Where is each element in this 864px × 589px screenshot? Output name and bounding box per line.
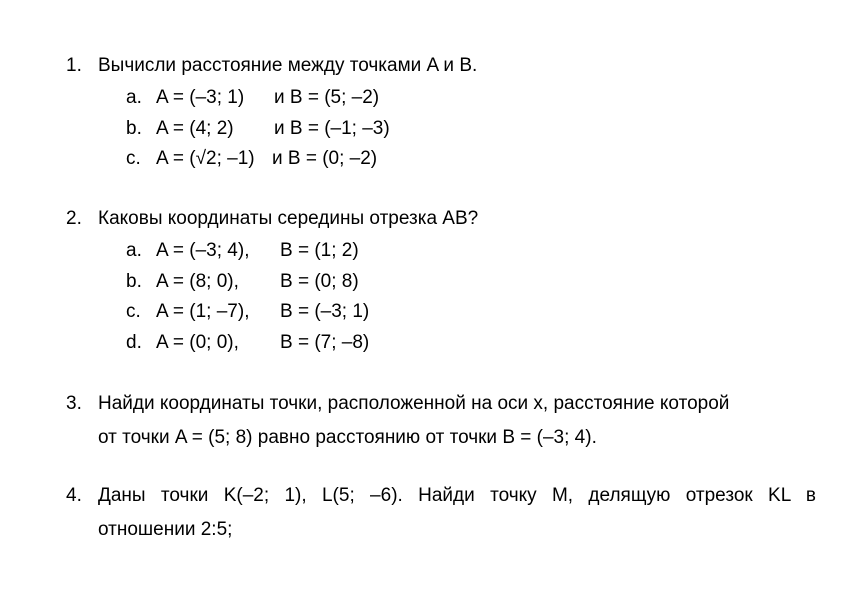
task-3-heading — [66, 389, 822, 419]
point-a: A = (√2; –1) — [156, 148, 255, 169]
task-4 — [66, 481, 822, 545]
point-b: B = (–3; 1) — [280, 301, 370, 322]
item-letter: d. — [126, 331, 142, 353]
point-a: A = (8; 0), — [156, 270, 239, 292]
task-2-item-b — [126, 267, 822, 298]
task-3-number: 3. — [66, 393, 82, 414]
item-letter: c. — [126, 301, 141, 322]
task-2-item-c — [126, 297, 822, 328]
point-b: и B = (0; –2) — [272, 148, 378, 169]
task-3-line-1: Найди координаты точки, расположенной на оси x, расстояние которой — [98, 393, 730, 414]
point-b: B = (1; 2) — [280, 240, 359, 261]
item-letter: b. — [126, 117, 142, 139]
point-a: A = (1; –7), — [156, 301, 250, 322]
task-4-line-1: Даны точки K(–2; 1), L(5; –6). Найди точку M, делящую отрезок KL в — [98, 485, 816, 506]
task-3-line-2: от точки A = (5; 8) равно расстоянию от точки B = (–3; 4). — [98, 427, 597, 448]
task-2-number: 2. — [66, 208, 82, 229]
task-4-number: 4. — [66, 485, 82, 506]
task-1-question: Вычисли расстояние между точками A и B. — [98, 55, 478, 76]
point-b: B = (0; 8) — [280, 270, 359, 292]
point-a: A = (–3; 4), — [156, 240, 250, 261]
point-a: A = (–3; 1) — [156, 87, 245, 108]
item-letter: c. — [126, 148, 141, 169]
task-4-heading — [66, 481, 822, 511]
task-2-item-a — [126, 236, 822, 267]
task-1 — [66, 51, 822, 175]
point-b: и B = (5; –2) — [274, 87, 380, 108]
item-letter: b. — [126, 270, 142, 292]
task-2-heading — [66, 204, 822, 234]
point-b: и B = (–1; –3) — [274, 117, 390, 139]
task-1-item-a — [126, 83, 822, 114]
point-a: A = (0; 0), — [156, 331, 239, 353]
task-1-number: 1. — [66, 55, 82, 76]
task-3 — [66, 389, 822, 453]
task-4-line-2: отношении 2:5; — [98, 519, 233, 540]
task-1-item-b — [126, 114, 822, 145]
task-2-question: Каковы координаты середины отрезка AB? — [98, 208, 479, 229]
task-1-item-c — [126, 144, 822, 175]
point-a: A = (4; 2) — [156, 117, 234, 139]
task-1-heading — [66, 51, 822, 81]
task-2 — [66, 204, 822, 358]
item-letter: a. — [126, 87, 142, 108]
point-b: B = (7; –8) — [280, 331, 370, 353]
item-letter: a. — [126, 240, 142, 261]
task-2-item-d — [126, 328, 822, 359]
